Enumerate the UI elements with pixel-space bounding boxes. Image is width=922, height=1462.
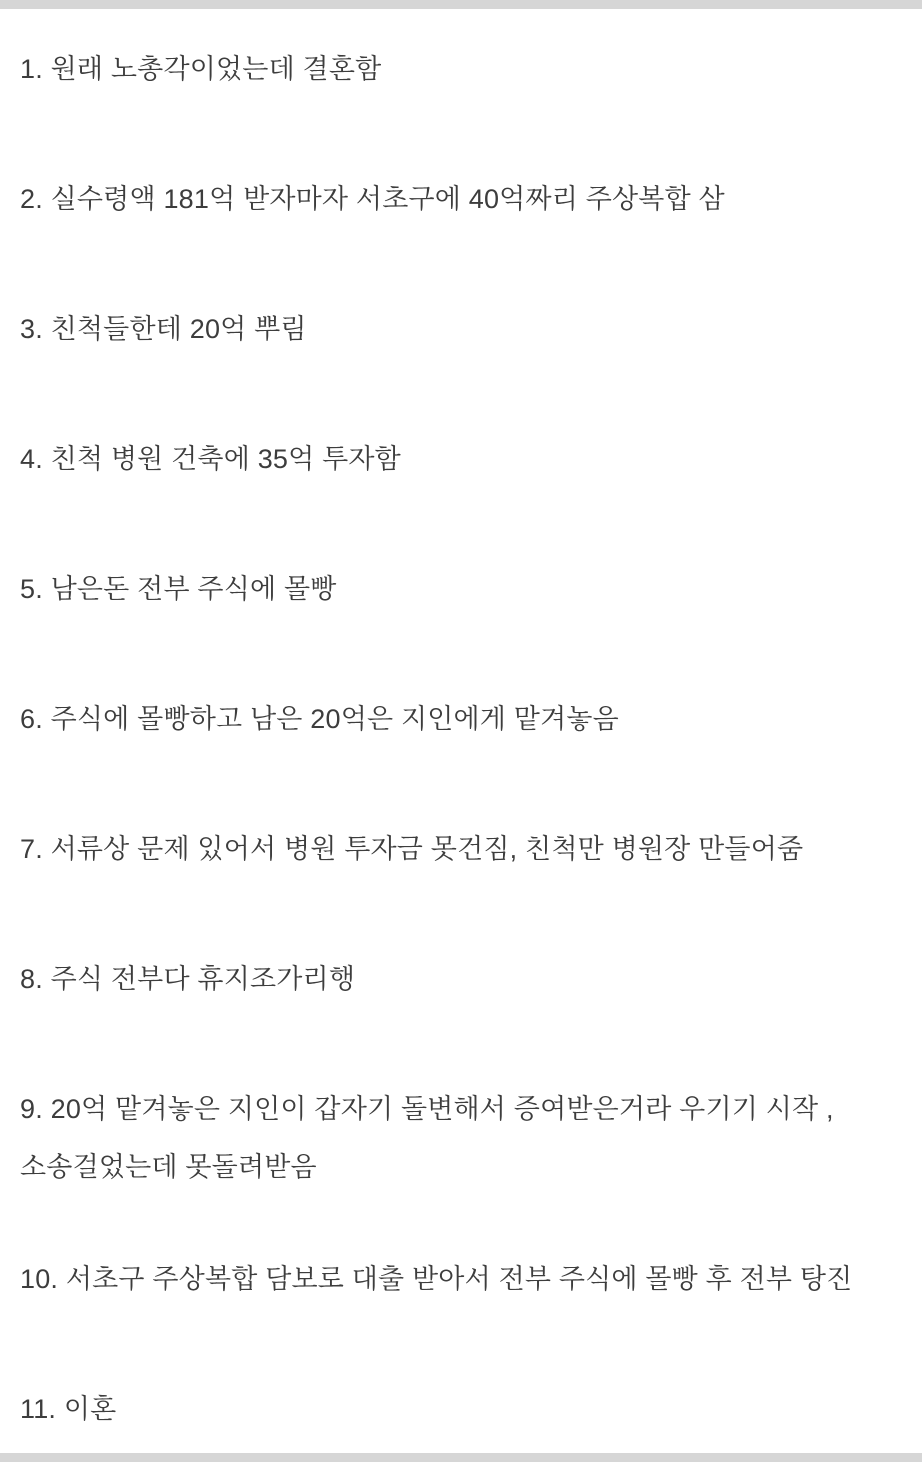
- list-item-10: 10. 서초구 주상복합 담보로 대출 받아서 전부 주식에 몰빵 후 전부 탕진: [20, 1264, 853, 1294]
- list-item-6: 6. 주식에 몰빵하고 남은 20억은 지인에게 맡겨놓음: [20, 704, 619, 734]
- list-item-9: 9. 20억 맡겨놓은 지인이 갑자기 돌변해서 증여받은거라 우기기 시작 , 소송걸었는데 못돌려받음: [20, 1094, 834, 1182]
- list-item-11: 11. 이혼: [20, 1394, 117, 1424]
- list-item-3: 3. 친척들한테 20억 뿌림: [20, 314, 307, 344]
- list-item-4: 4. 친척 병원 건축에 35억 투자함: [20, 444, 401, 474]
- list-item-5: 5. 남은돈 전부 주식에 몰빵: [20, 574, 337, 604]
- bottom-edge-bar: [0, 1453, 922, 1462]
- top-edge-bar: [0, 0, 922, 9]
- list-item-7: 7. 서류상 문제 있어서 병원 투자금 못건짐, 친척만 병원장 만들어줌: [20, 834, 804, 864]
- list-item-1: 1. 원래 노총각이었는데 결혼함: [20, 54, 382, 84]
- list-item-8: 8. 주식 전부다 휴지조가리행: [20, 964, 356, 994]
- list-item-2: 2. 실수령액 181억 받자마자 서초구에 40억짜리 주상복합 삼: [20, 184, 725, 214]
